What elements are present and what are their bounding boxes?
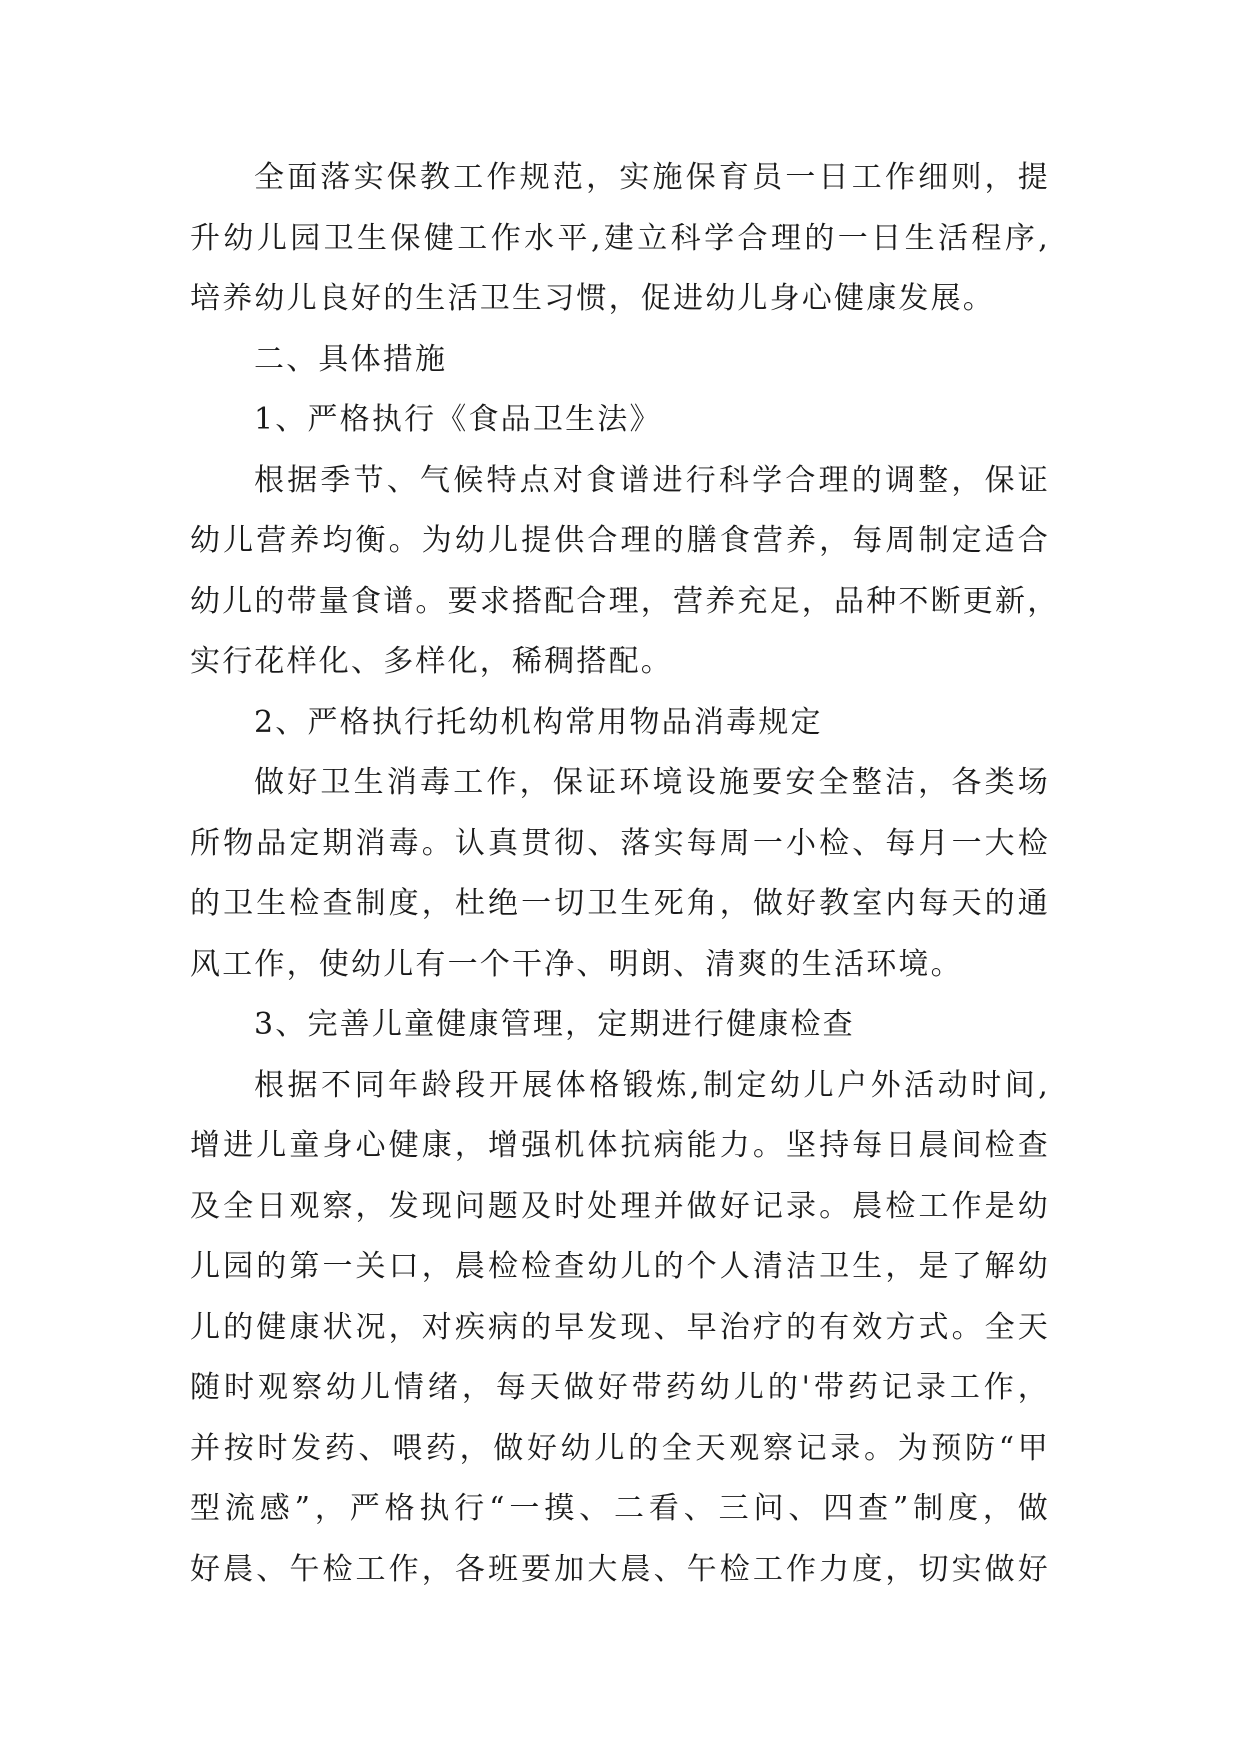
paragraph-line: 好晨、午检工作，各班要加大晨、午检工作力度，切实做好 bbox=[190, 1551, 1050, 1587]
paragraph-line: 并按时发药、喂药，做好幼儿的全天观察记录。为预防“甲 bbox=[190, 1430, 1050, 1466]
paragraph-line: 随时观察幼儿情绪，每天做好带药幼儿的'带药记录工作， bbox=[190, 1370, 1050, 1405]
subsection-heading: 3、完善儿童健康管理，定期进行健康检查 bbox=[254, 1007, 855, 1042]
paragraph-line: 及全日观察，发现问题及时处理并做好记录。晨检工作是幼 bbox=[190, 1188, 1050, 1224]
paragraph-line: 根据季节、气候特点对食谱进行科学合理的调整，保证 bbox=[254, 462, 1050, 498]
paragraph-line: 儿的健康状况，对疾病的早发现、早治疗的有效方式。全天 bbox=[190, 1309, 1050, 1345]
paragraph-line: 全面落实保教工作规范，实施保育员一日工作细则，提 bbox=[254, 160, 1050, 195]
subsection-heading: 2、严格执行托幼机构常用物品消毒规定 bbox=[254, 704, 823, 740]
paragraph-line: 所物品定期消毒。认真贯彻、落实每周一小检、每月一大检 bbox=[190, 825, 1050, 861]
paragraph-line: 做好卫生消毒工作，保证环境设施要安全整洁，各类场 bbox=[254, 765, 1050, 800]
paragraph-line: 升幼儿园卫生保健工作水平,建立科学合理的一日生活程序, bbox=[190, 220, 1050, 256]
paragraph-line: 风工作，使幼儿有一个干净、明朗、清爽的生活环境。 bbox=[190, 946, 963, 982]
paragraph-line: 实行花样化、多样化，稀稠搭配。 bbox=[190, 644, 673, 679]
paragraph-line: 儿园的第一关口，晨检检查幼儿的个人清洁卫生，是了解幼 bbox=[190, 1249, 1050, 1284]
document-body bbox=[190, 148, 1060, 1600]
paragraph-line: 培养幼儿良好的生活卫生习惯，促进幼儿身心健康发展。 bbox=[190, 281, 995, 316]
paragraph-line: 增进儿童身心健康，增强机体抗病能力。坚持每日晨间检查 bbox=[190, 1128, 1050, 1163]
paragraph-line: 幼儿的带量食谱。要求搭配合理，营养充足，品种不断更新， bbox=[190, 583, 1060, 619]
paragraph-line: 的卫生检查制度，杜绝一切卫生死角，做好教室内每天的通 bbox=[190, 886, 1050, 921]
subsection-heading: 1、严格执行《食品卫生法》 bbox=[254, 402, 662, 437]
section-heading: 二、具体措施 bbox=[254, 341, 448, 377]
paragraph-line: 型流感”，严格执行“一摸、二看、三问、四查”制度，做 bbox=[190, 1491, 1050, 1526]
paragraph-line: 幼儿营养均衡。为幼儿提供合理的膳食营养，每周制定适合 bbox=[190, 523, 1050, 558]
paragraph-line: 根据不同年龄段开展体格锻炼,制定幼儿户外活动时间, bbox=[254, 1067, 1050, 1103]
